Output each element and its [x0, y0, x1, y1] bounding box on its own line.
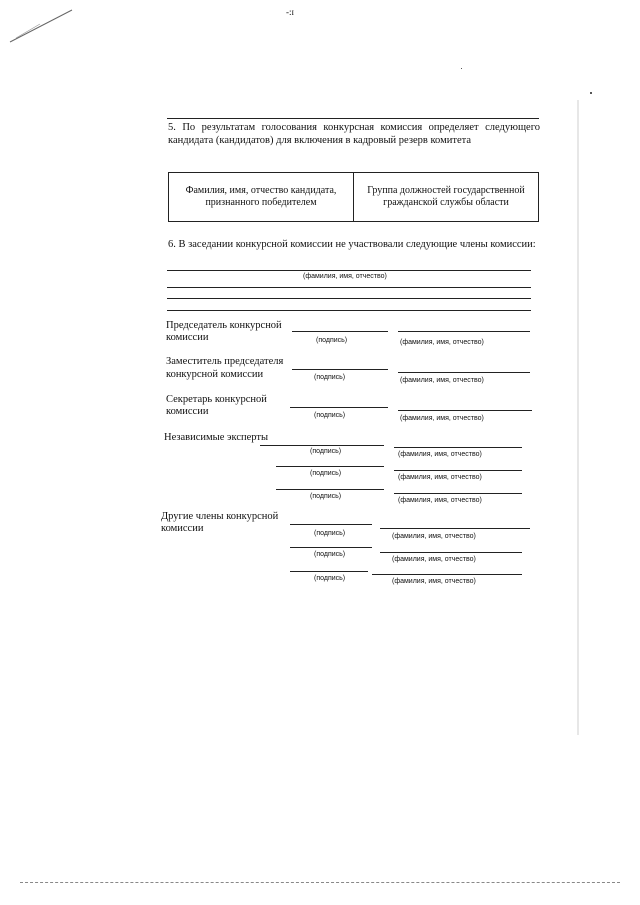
absent-members-line-3[interactable] [167, 298, 531, 299]
other3-name-caption: (фамилия, имя, отчество) [392, 578, 476, 585]
secretary-name-line[interactable] [398, 410, 532, 411]
deputy-label-line2: конкурсной комиссии [166, 369, 264, 380]
chairman-signature-caption: (подпись) [316, 337, 348, 344]
section5-top-rule [167, 118, 539, 119]
secretary-signature-caption: (подпись) [314, 412, 346, 419]
expert2-name-line[interactable] [394, 470, 522, 471]
expert1-signature-line[interactable] [260, 445, 384, 446]
section5-paragraph [168, 121, 540, 147]
scan-speck [461, 68, 462, 69]
expert1-signature-caption: (подпись) [310, 448, 342, 455]
chairman-label-line1: Председатель конкурсной [166, 320, 282, 331]
deputy-name-line[interactable] [398, 372, 530, 373]
top-mark: -:ɪ [286, 7, 294, 17]
expert2-name-caption: (фамилия, имя, отчество) [398, 474, 482, 481]
secretary-signature-line[interactable] [290, 407, 388, 408]
candidate-table [168, 172, 539, 222]
others-label-line1: Другие члены конкурсной [161, 511, 279, 522]
secretary-name-caption: (фамилия, имя, отчество) [400, 415, 484, 422]
other1-name-caption: (фамилия, имя, отчество) [392, 533, 476, 540]
other1-signature-line[interactable] [290, 524, 372, 525]
chairman-name-line[interactable] [398, 331, 530, 332]
expert3-signature-caption: (подпись) [310, 493, 342, 500]
experts-label: Независимые эксперты [164, 432, 269, 443]
expert2-signature-line[interactable] [276, 466, 384, 467]
section5-text: 5. По результатам голосования конкурсная комиссия определяет следующего кандидата (кандидатов) для включения в кадровый резерв комитета [168, 122, 540, 146]
expert3-name-line[interactable] [394, 493, 522, 494]
other2-signature-line[interactable] [290, 547, 372, 548]
secretary-label-line2: комиссии [166, 406, 209, 417]
other1-name-line[interactable] [380, 528, 530, 529]
expert3-name-caption: (фамилия, имя, отчество) [398, 497, 482, 504]
absent-members-line-4[interactable] [167, 310, 531, 311]
candidate-table-header-row [169, 173, 539, 222]
deputy-label-line1: Заместитель председателя [166, 356, 284, 367]
other3-signature-line[interactable] [290, 571, 368, 572]
expert3-signature-line[interactable] [276, 489, 384, 490]
absent-members-caption: (фамилия, имя, отчество) [303, 273, 387, 280]
deputy-signature-caption: (подпись) [314, 374, 346, 381]
expert2-signature-caption: (подпись) [310, 470, 342, 477]
other3-name-line[interactable] [372, 574, 522, 575]
secretary-label-line1: Секретарь конкурсной [166, 394, 267, 405]
expert1-name-line[interactable] [394, 447, 522, 448]
deputy-signature-line[interactable] [292, 369, 388, 370]
other3-signature-caption: (подпись) [314, 575, 346, 582]
other2-signature-caption: (подпись) [314, 551, 346, 558]
section6-paragraph [168, 238, 540, 251]
chairman-label-line2: комиссии [166, 332, 209, 343]
scan-speck [590, 92, 592, 94]
other2-name-caption: (фамилия, имя, отчество) [392, 556, 476, 563]
absent-members-line-2[interactable] [167, 287, 531, 288]
other1-signature-caption: (подпись) [314, 530, 346, 537]
scan-bottom-edge [20, 882, 620, 883]
scan-corner-stroke [16, 24, 40, 38]
deputy-name-caption: (фамилия, имя, отчество) [400, 377, 484, 384]
scan-corner-stroke [10, 10, 72, 42]
section6-text: 6. В заседании конкурсной комиссии не участвовали следующие члены комиссии: [168, 239, 536, 250]
expert1-name-caption: (фамилия, имя, отчество) [398, 451, 482, 458]
chairman-name-caption: (фамилия, имя, отчество) [400, 339, 484, 346]
absent-members-line-1[interactable] [167, 270, 531, 271]
others-label-line2: комиссии [161, 523, 204, 534]
position-group-header: Группа должностей государственной гражданской службы области [354, 173, 539, 222]
other2-name-line[interactable] [380, 552, 522, 553]
chairman-signature-line[interactable] [292, 331, 388, 332]
candidate-name-header: Фамилия, имя, отчество кандидата, признанного победителем [169, 173, 354, 222]
